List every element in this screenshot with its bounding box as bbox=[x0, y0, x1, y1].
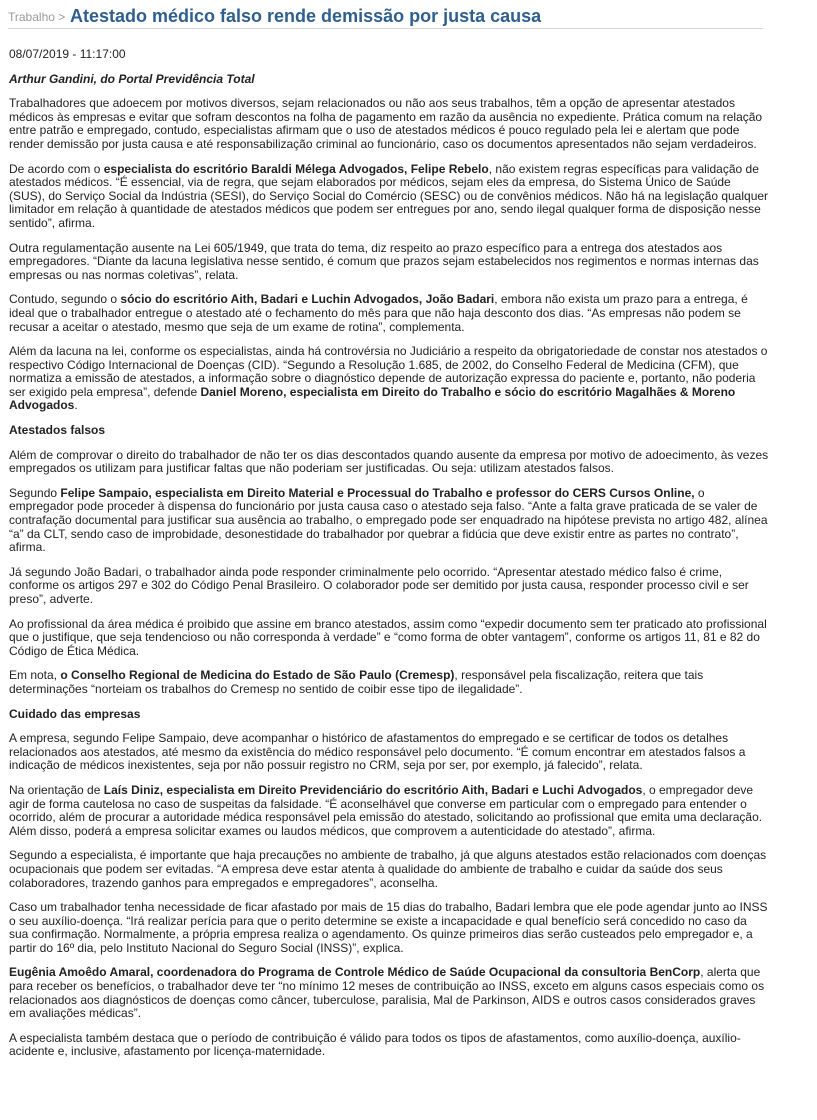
paragraph-14: Caso um trabalhador tenha necessidade de ficar afastado por mais de 15 dias do trabalho, Badari lembra que ele pode agendar junto ao INSS o seu auxílio-doença. “Irá realizar perícia para que o perito determine se existe a incapacidade e qual benefício será concedido no caso da sua confirmação. Normalmente, a própria empresa realiza o agendamento. Os quinze primeiros dias serão custeados pelo empregador e, a partir do 16º dia, pelo Instituto Nacional do Seguro Social (INSS)”, explica. bbox=[9, 900, 768, 955]
paragraph-10 bbox=[9, 669, 769, 696]
paragraph-text: , alerta que para receber os benefícios, o trabalhador deve ter “no mínimo 12 meses de contribuição ao INSS, exceto em alguns casos especiais como os relacionados aos diagnósticos de doenças como câncer, tuberculose, paralisia, Mal de Parkinson, AIDS e outros casos considerados graves em avaliações médicas”. bbox=[9, 965, 765, 1021]
paragraph-3: Outra regulamentação ausente na Lei 605/1949, que trata do tema, diz respeito ao prazo específico para a entrega dos atestados aos empregadores. “Diante da lacuna legislativa nesse sentido, é comum que prazos sejam estabelecidos nos regimentos e normas internas das empresas ou nas normas coletivas”, relata. bbox=[9, 240, 759, 282]
highlighted-source: sócio do escritório Aith, Badari e Luchin Advogados, João Badari bbox=[120, 292, 495, 307]
paragraph-12 bbox=[9, 784, 769, 838]
section-heading-cuidado-das-empresas: Cuidado das empresas bbox=[9, 706, 141, 721]
paragraph-text: Na orientação de bbox=[9, 782, 104, 797]
paragraph-text: , não existem regras específicas para validação de atestados médicos. “É essencial, via de regra, que sejam elaborados por médicos, sejam eles da empresa, do Sistema Único de Saúde (SUS), do Serviço Social da Indústria (SESI), do Serviço Social do Comércio (SESC) ou de convênios médicos. Não há na legislação qualquer limitador em relação à quantidade de atestados médicos que podem ser entregues por ano, sendo ilegal qualquer forma de disposição nesse sentido”, afirma. bbox=[9, 161, 769, 230]
paragraph-text: Em nota, bbox=[9, 668, 61, 683]
paragraph-7 bbox=[9, 487, 769, 555]
paragraph-text: , responsável pela fiscalização, reitera que tais determinações “norteiam os trabalhos do Cremesp no sentido de coibir esse tipo de ilegalidade”. bbox=[9, 668, 704, 696]
paragraph-13: Segundo a especialista, é importante que haja precauções no ambiente de trabalho, já que alguns atestados estão relacionados com doenças ocupacionais que podem ser evitadas. “A empresa deve estar atenta à qualidade do ambiente de trabalho e cuidar da saúde dos seus colaboradores, trazendo ganhos para empregados e empregadores”, aconselha. bbox=[9, 848, 767, 890]
highlighted-source: Eugênia Amoêdo Amaral, coordenadora do Programa de Controle Médico de Saúde Ocupacional da consultoria BenCorp bbox=[9, 965, 701, 980]
article-body bbox=[9, 48, 769, 1070]
article-header bbox=[8, 6, 763, 29]
paragraph-text: De acordo com o bbox=[9, 161, 104, 176]
paragraph-text: Segundo bbox=[9, 485, 61, 500]
paragraph-text: Além da lacuna na lei, conforme os especialistas, ainda há controvérsia no Judiciário a respeito da obrigatoriedade de constar nos atestados o respectivo Código Internacional de Doenças (CID). “Segundo a Resolução 1.685, de 2002, do Conselho Federal de Medicina (CFM), que normatiza a emissão de atestados, a informação sobre o diagnóstico depende de autorização expressa do paciente e, portanto, não poderia ser exigido pela empresa”, defende bbox=[9, 344, 768, 399]
section-heading-atestados-falsos: Atestados falsos bbox=[9, 423, 106, 438]
paragraph-6: Além de comprovar o direito do trabalhador de não ter os dias descontados quando ausente da empresa por motivo de adoecimento, às vezes empregados os utilizam para justificar faltas que não poderiam ser justificadas. Ou seja: utilizam atestados falsos. bbox=[9, 447, 769, 476]
highlighted-source: Laís Diniz, especialista em Direito Previdenciário do escritório Aith, Badari e Luchi Advogados bbox=[103, 782, 643, 797]
highlighted-source: especialista do escritório Baraldi Mélega Advogados, Felipe Rebelo bbox=[103, 161, 489, 176]
paragraph-1: Trabalhadores que adoecem por motivos diversos, sejam relacionados ou não aos seus trabalhos, têm a opção de apresentar atestados médicos às empresas e evitar que sofram descontos na folha de pagamento em razão da ausência no expediente. Prática comum na relação entre patrão e empregado, contudo, especialistas afirmam que o uso de atestados médicos é pouco regulado pela lei e alertam que pode render demissão por justa causa e até responsabilização criminal ao funcionário, caso os documentos apresentados não sejam verdadeiros. bbox=[9, 96, 763, 151]
paragraph-text: , embora não exista um prazo para a entrega, é ideal que o trabalhador entregue o atestado até o fechamento do mês para que não haja desconto dos dias. “As empresas não podem se recusar a aceitar o atestado, mesmo que seja de um exame de rotina”, complementa. bbox=[9, 292, 748, 334]
byline: Arthur Gandini, do Portal Previdência Total bbox=[9, 71, 255, 86]
paragraph-2 bbox=[9, 163, 769, 231]
highlighted-source: Felipe Sampaio, especialista em Direito Material e Processual do Trabalho e professor do CERS Cursos Online, bbox=[60, 485, 695, 500]
paragraph-9: Ao profissional da área médica é proibido que assine em branco atestados, assim como “expedir documento sem ter praticado ato profissional que o justifique, que seja tendencioso ou não corresponda à verdade” e “como forma de obter vantagem”, conforme os artigos 11, 81 e 82 do Código de Ética Médica. bbox=[9, 616, 767, 658]
paragraph-text: . bbox=[74, 398, 78, 413]
paragraph-8: Já segundo João Badari, o trabalhador ainda pode responder criminalmente pelo ocorrido. “Apresentar atestado médico falso é crime, conforme os artigos 297 e 302 do Código Penal Brasileiro. O colaborador pode ser demitido por justa causa, responder processo civil e ser preso”, adverte. bbox=[9, 564, 749, 606]
highlighted-source: o Conselho Regional de Medicina do Estado de São Paulo (Cremesp) bbox=[60, 668, 455, 683]
paragraph-text: o empregador pode proceder à dispensa do funcionário por justa causa caso o atestado seja falso. “Ante a falta grave praticada de se valer de contrafação documental para justificar sua ausência ao trabalho, o empregado pode ser enquadrado na hipótese prevista no artigo 482, alínea “a” da CLT, sendo caso de improbidade, desonestidade do trabalhador por quebrar a fidúcia que deve existir entre as partes no contrato”, afirma. bbox=[9, 485, 768, 555]
page-title: Atestado médico falso rende demissão por justa causa bbox=[70, 6, 542, 26]
paragraph-5 bbox=[9, 345, 769, 413]
paragraph-text: , o empregador deve agir de forma cautelosa no caso de suspeitas da falsidade. “É aconselhável que converse em particular com o empregado para entender o ocorrido, além de procurar a autoridade médica responsável pela emissão do atestado, solicitando ao profissional que emita uma declaração. Além disso, poderá a empresa solicitar exames ou laudos médicos, que comprovem a autenticidade do atestado”, afirma. bbox=[9, 782, 763, 838]
paragraph-4 bbox=[9, 293, 769, 334]
publish-date: 08/07/2019 - 11:17:00 bbox=[9, 47, 126, 61]
highlighted-source: Daniel Moreno, especialista em Direito do Trabalho e sócio do escritório Magalhães & Moreno Advogados bbox=[9, 384, 736, 413]
paragraph-16: A especialista também destaca que o período de contribuição é válido para todos os tipos de afastamentos, como auxílio-doença, auxílio-acidente e, inclusive, afastamento por licença-maternidade. bbox=[9, 1030, 741, 1059]
breadcrumb[interactable]: Trabalho > bbox=[8, 10, 66, 24]
paragraph-text: Contudo, segundo o bbox=[9, 292, 121, 307]
paragraph-15 bbox=[9, 966, 769, 1020]
paragraph-11: A empresa, segundo Felipe Sampaio, deve acompanhar o histórico de afastamentos do empregado e se certificar de todos os detalhes relacionados aos atestados, até mesmo da existência do médico responsável pelo documento. “É comum encontrar em atestados falsos a indicação de médicos inexistentes, seja por não possuir registro no CRM, seja por ser, por exemplo, já falecido”, relata. bbox=[9, 731, 746, 773]
